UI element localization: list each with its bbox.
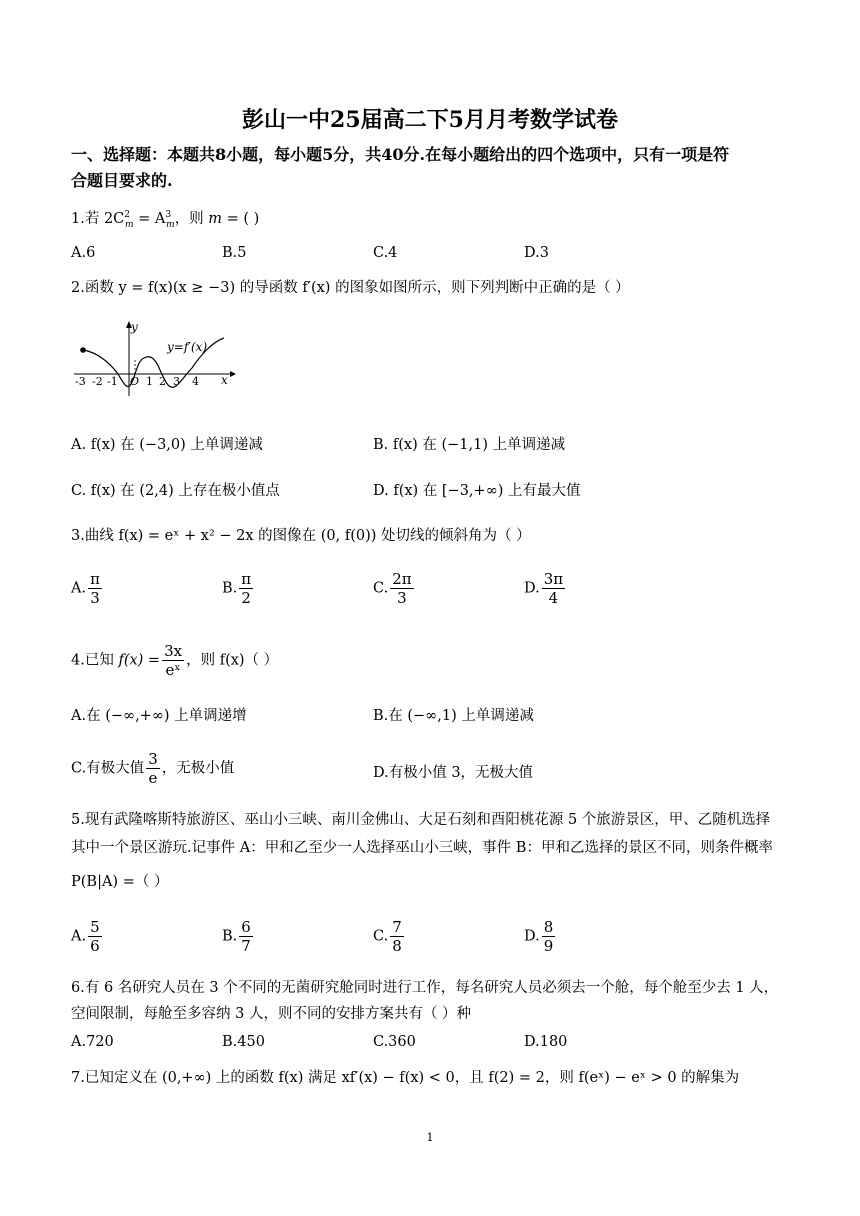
q4-option-b: B.在 (−∞,1) 上单调递减 [373, 708, 534, 724]
question-1-stem: 1.若 $2C^2_m = A^3_m$，则 m = ( ) [71, 210, 260, 230]
section-heading-line2: 合题目要求的. [71, 171, 173, 190]
q1-option-a: A.6 [71, 245, 96, 261]
q5-option-b: B. $\frac{6}{7}$ [222, 918, 251, 955]
graph-axis-y-label: y [131, 320, 138, 334]
q3-option-b: B. $\frac{\pi}{2}$ [222, 570, 252, 607]
q3-option-d: D. $\frac{3\pi}{4}$ [524, 570, 564, 607]
page-title: 彭山一中25届高二下5月月考数学试卷 [242, 107, 618, 133]
question-4-stem: 4.已知 f(x) = $\frac{3x}{\text{eˣ}}$ ，则 f(x)（ ） [71, 642, 279, 679]
question-3-stem: 3.曲线 f(x) = eˣ + x² − 2x 的图像在 (0, f(0)) 处切线的倾斜角为（ ） [71, 528, 531, 544]
graph-tick-label: 2 [159, 375, 166, 388]
graph-tick-label: -2 [92, 375, 103, 388]
q6-option-d: D.180 [524, 1034, 568, 1050]
graph-tick-label: 1 [146, 375, 153, 388]
q5-option-a: A. $\frac{5}{6}$ [71, 918, 100, 955]
q2-option-c: C. f(x) 在 (2,4) 上存在极小值点 [71, 483, 280, 499]
q2-option-b: B. f(x) 在 (−1,1) 上单调递减 [373, 437, 566, 453]
question-6-line2: 空间限制，每舱至多容纳 3 人，则不同的安排方案共有（ ）种 [71, 1006, 472, 1022]
question-5-line3: P(B|A) =（ ） [71, 874, 169, 890]
q3-option-c: C. $\frac{2\pi}{3}$ [373, 570, 412, 607]
graph-tick-label: 4 [192, 375, 199, 388]
q6-option-a: A.720 [71, 1034, 114, 1050]
graph-axis-x-label: x [221, 373, 228, 387]
q6-option-b: B.450 [222, 1034, 265, 1050]
q5-option-c: C. $\frac{7}{8}$ [373, 918, 402, 955]
graph-tick-label: -1 [107, 375, 118, 388]
q2-option-d: D. f(x) 在 [−3,+∞) 上有最大值 [373, 483, 581, 499]
q5-option-d: D. $\frac{8}{9}$ [524, 918, 554, 955]
derivative-graph [72, 318, 242, 396]
q1-option-c: C.4 [373, 245, 398, 261]
q4-option-c: C.有极大值 $\frac{3}{e}$ ，无极小值 [71, 750, 235, 787]
q1-option-b: B.5 [222, 245, 247, 261]
question-6-line1: 6.有 6 名研究人员在 3 个不同的无菌研究舱同时进行工作，每名研究人员必须去一个舱，每个舱至少去 1 人， [71, 980, 779, 996]
graph-tick-label: -3 [75, 375, 86, 388]
question-5-line2: 其中一个景区游玩.记事件 A：甲和乙至少一人选择巫山小三峡，事件 B：甲和乙选择的景区不同，则条件概率 [71, 840, 773, 856]
q4-option-d: D.有极小值 3，无极大值 [373, 765, 534, 781]
graph-origin-label: O [130, 375, 140, 388]
q1-option-d: D.3 [524, 245, 549, 261]
section-heading-line1: 一、选择题：本题共8小题，每小题5分，共40分.在每小题给出的四个选项中，只有一项是符 [71, 145, 730, 164]
question-7-line1: 7.已知定义在 (0,+∞) 上的函数 f(x) 满足 xf′(x) − f(x) < 0，且 f(2) = 2，则 f(eˣ) − eˣ > 0 的解集为 [71, 1070, 740, 1086]
question-5-line1: 5.现有武隆喀斯特旅游区、巫山小三峡、南川金佛山、大足石刻和酉阳桃花源 5 个旅游景区，甲、乙随机选择 [71, 812, 771, 828]
graph-tick-label: 3 [173, 375, 180, 388]
q2-option-a: A. f(x) 在 (−3,0) 上单调递减 [71, 437, 263, 453]
q4-option-a: A.在 (−∞,+∞) 上单调递增 [71, 708, 247, 724]
graph-curve-label: y=f′(x) [167, 340, 208, 354]
page-number: 1 [426, 1131, 434, 1144]
q3-option-a: A. $\frac{\pi}{3}$ [71, 570, 100, 607]
q6-option-c: C.360 [373, 1034, 416, 1050]
question-2-stem: 2.函数 y = f(x)(x ≥ −3) 的导函数 f′(x) 的图象如图所示，则下列判断中正确的是（ ） [71, 280, 630, 296]
